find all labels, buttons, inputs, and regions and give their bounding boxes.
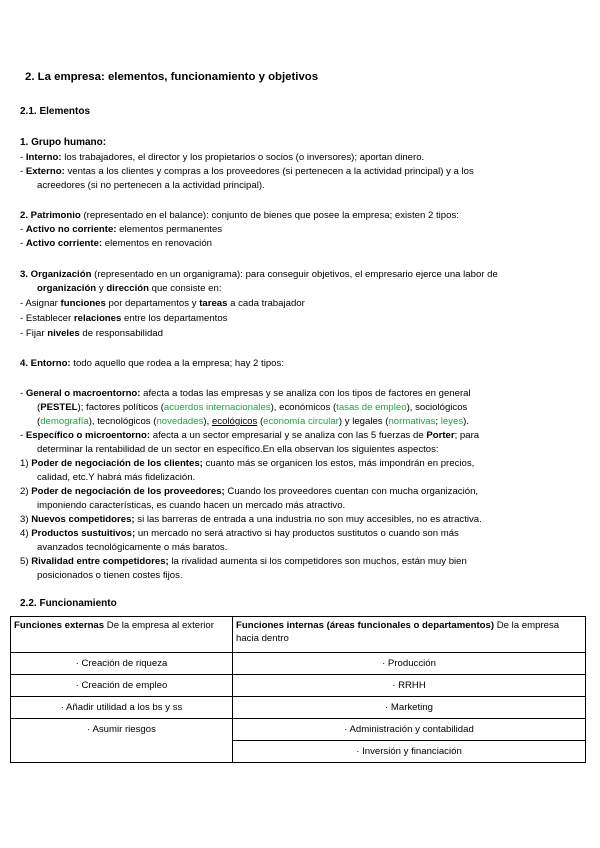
- grupo-externo-line: - Externo: ventas a los clientes y compras a los proveedores (si pertenecen a la actividad principal) y a los: [20, 166, 474, 177]
- section-title: 2. La empresa: elementos, funcionamiento y objetivos: [25, 71, 319, 83]
- external-function-cell: · Asumir riesgos: [11, 719, 233, 763]
- table-row: [11, 675, 586, 697]
- entorno-line: 4. Entorno: todo aquello que rodea a la empresa; hay 2 tipos:: [20, 358, 284, 369]
- activo-corriente-line: - Activo corriente: elementos en renovación: [20, 238, 212, 249]
- funciones-internas-header: Funciones internas (áreas funcionales o departamentos) De la empresa hacia dentro: [233, 617, 586, 653]
- entorno-especifico-line-1: - Específico o microentorno: afecta a un sector empresarial y se analiza con las 5 fuerzas de Porter; para: [20, 430, 480, 441]
- fuerza-4-line-1: 4) Productos sustuitivos; un mercado no será atractivo si hay productos sustitutos o cuando son más: [20, 528, 459, 539]
- internal-function-cell: · Marketing: [233, 697, 586, 719]
- table-row: [11, 653, 586, 675]
- entorno-especifico-line-2: determinar la rentabilidad de un sector en específico.En ella observan los siguientes aspectos:: [37, 444, 439, 455]
- fuerza-2-line-2: imponiendo características, es cuando hacen un mercado más atractivo.: [37, 500, 346, 511]
- fuerza-3-line: 3) Nuevos competidores; si las barreras de entrada a una industria no son muy accesibles, no es atractiva.: [20, 514, 482, 525]
- table-row: [11, 719, 586, 741]
- table-header-row: [11, 617, 586, 653]
- organizacion-item-niveles: - Fijar niveles de responsabilidad: [20, 328, 163, 339]
- fuerza-5-line-1: 5) Rivalidad entre competidores; la rivalidad aumenta si los competidores son muchos, están muy bien: [20, 556, 467, 567]
- entorno-general-line-2: (PESTEL); factores políticos (acuerdos internacionales), económicos (tasas de empleo), sociológicos: [37, 402, 468, 413]
- entorno-general-line-1: - General o macroentorno: afecta a todas las empresas y se analiza con los tipos de factores en general: [20, 388, 471, 399]
- internal-function-cell: · Producción: [233, 653, 586, 675]
- funciones-table: [10, 616, 586, 763]
- grupo-interno-line: - Interno: los trabajadores, el director y los propietarios o socios (o inversores); aportan dinero.: [20, 152, 425, 163]
- patrimonio-line: 2. Patrimonio (representado en el balance): conjunto de bienes que posee la empresa; existen 2 tipos:: [20, 210, 459, 221]
- external-function-cell: · Añadir utilidad a los bs y ss: [11, 697, 233, 719]
- fuerza-4-line-2: avanzados tecnológicamente o más baratos.: [37, 542, 228, 553]
- fuerza-2-line-1: 2) Poder de negociación de los proveedores; Cuando los proveedores cuentan con mucha organización,: [20, 486, 479, 497]
- fuerza-1-line-2: calidad, etc.Y habrá más fidelización.: [37, 472, 196, 483]
- organizacion-line-2: organización y dirección que consiste en:: [37, 283, 222, 294]
- fuerza-1-line-1: 1) Poder de negociación de los clientes; cuanto más se organicen los estos, más impondrán en precios,: [20, 458, 475, 469]
- internal-function-cell: · RRHH: [233, 675, 586, 697]
- external-function-cell: · Creación de riqueza: [11, 653, 233, 675]
- grupo-externo-line-2: acreedores (si no pertenecen a la actividad principal).: [37, 180, 265, 191]
- activo-no-corriente-line: - Activo no corriente: elementos permanentes: [20, 224, 223, 235]
- subsection-funcionamiento-title: 2.2. Funcionamiento: [20, 598, 117, 609]
- fuerza-5-line-2: posicionados o tienen costes fijos.: [37, 570, 183, 581]
- internal-function-cell: · Inversión y financiación: [233, 741, 586, 763]
- organizacion-line-1: 3. Organización (representado en un organigrama): para conseguir objetivos, el empresario ejerce una labor de: [20, 269, 498, 280]
- organizacion-item-funciones: - Asignar funciones por departamentos y tareas a cada trabajador: [20, 298, 305, 309]
- funciones-externas-header: Funciones externas De la empresa al exterior: [11, 617, 233, 653]
- external-function-cell: · Creación de empleo: [11, 675, 233, 697]
- subsection-elements-title: 2.1. Elementos: [20, 106, 91, 117]
- internal-function-cell: · Administración y contabilidad: [233, 719, 586, 741]
- entorno-general-line-3: (demografía), tecnológicos (novedades), ecológicos (economía circular) y legales (normativas; leyes).: [37, 416, 470, 427]
- grupo-humano-title: 1. Grupo humano:: [20, 137, 107, 148]
- table-row: [11, 697, 586, 719]
- organizacion-item-relaciones: - Establecer relaciones entre los departamentos: [20, 313, 228, 324]
